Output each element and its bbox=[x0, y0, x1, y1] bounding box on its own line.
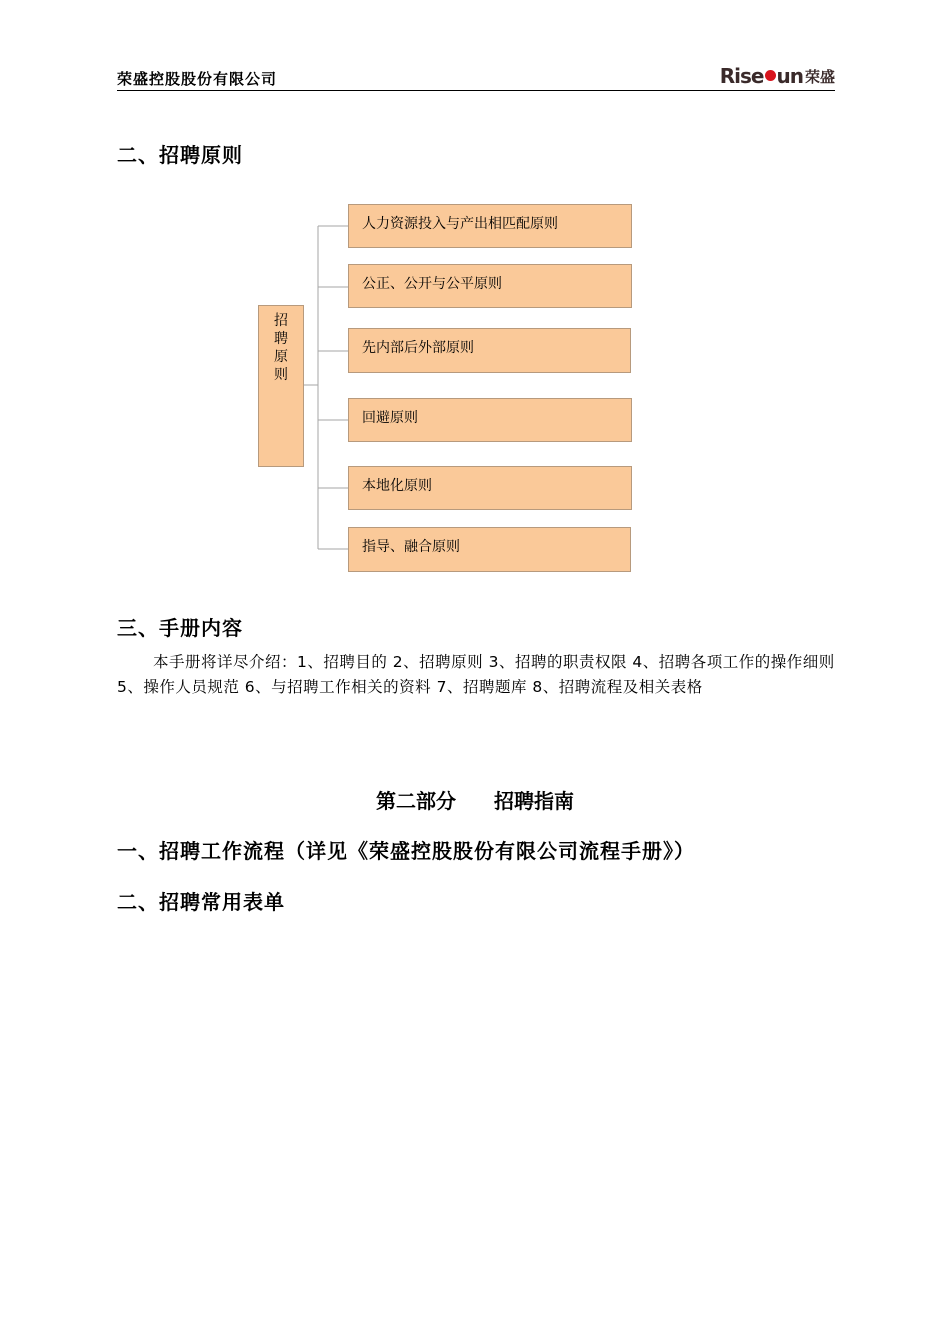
risesun-logo bbox=[720, 64, 835, 88]
part-number: 第二部分 bbox=[376, 789, 456, 813]
principle-label: 先内部后外部原则 bbox=[362, 340, 474, 356]
logo-latin: Rise un bbox=[719, 64, 803, 88]
principle-label: 人力资源投入与产出相匹配原则 bbox=[362, 216, 558, 232]
principle-box bbox=[348, 204, 632, 248]
diagram-root-label: 招聘原则 bbox=[274, 313, 288, 383]
principle-label: 回避原则 bbox=[362, 410, 418, 426]
section-title-principles: 二、招聘原则 bbox=[117, 143, 243, 167]
principle-label: 指导、融合原则 bbox=[362, 539, 460, 555]
principle-label: 本地化原则 bbox=[362, 478, 432, 494]
part-title: 招聘指南 bbox=[494, 789, 574, 813]
principle-box bbox=[348, 264, 632, 308]
principle-label: 公正、公开与公平原则 bbox=[362, 276, 502, 292]
manual-content-paragraph: 本手册将详尽介绍：1、招聘目的 2、招聘原则 3、招聘的职责权限 4、招聘各项工作的操作细则 5、操作人员规范 6、与招聘工作相关的资料 7、招聘题库 8、招聘流程及相关表格 bbox=[117, 653, 835, 696]
page-header bbox=[117, 66, 835, 91]
part-two-heading bbox=[0, 785, 950, 814]
principle-box bbox=[348, 398, 632, 442]
principle-box bbox=[348, 527, 631, 572]
diagram-root-box bbox=[258, 305, 304, 467]
logo-sun-dot bbox=[765, 70, 776, 81]
company-name: 荣盛控股股份有限公司 bbox=[117, 70, 278, 88]
principle-box bbox=[348, 466, 632, 510]
principle-box bbox=[348, 328, 631, 373]
section-title-recruitment-flow: 一、招聘工作流程（详见《荣盛控股股份有限公司流程手册》） bbox=[117, 839, 695, 863]
logo-chinese: 荣盛 bbox=[804, 68, 835, 86]
section-title-manual: 三、手册内容 bbox=[117, 616, 243, 640]
section-title-common-forms: 二、招聘常用表单 bbox=[117, 890, 285, 914]
